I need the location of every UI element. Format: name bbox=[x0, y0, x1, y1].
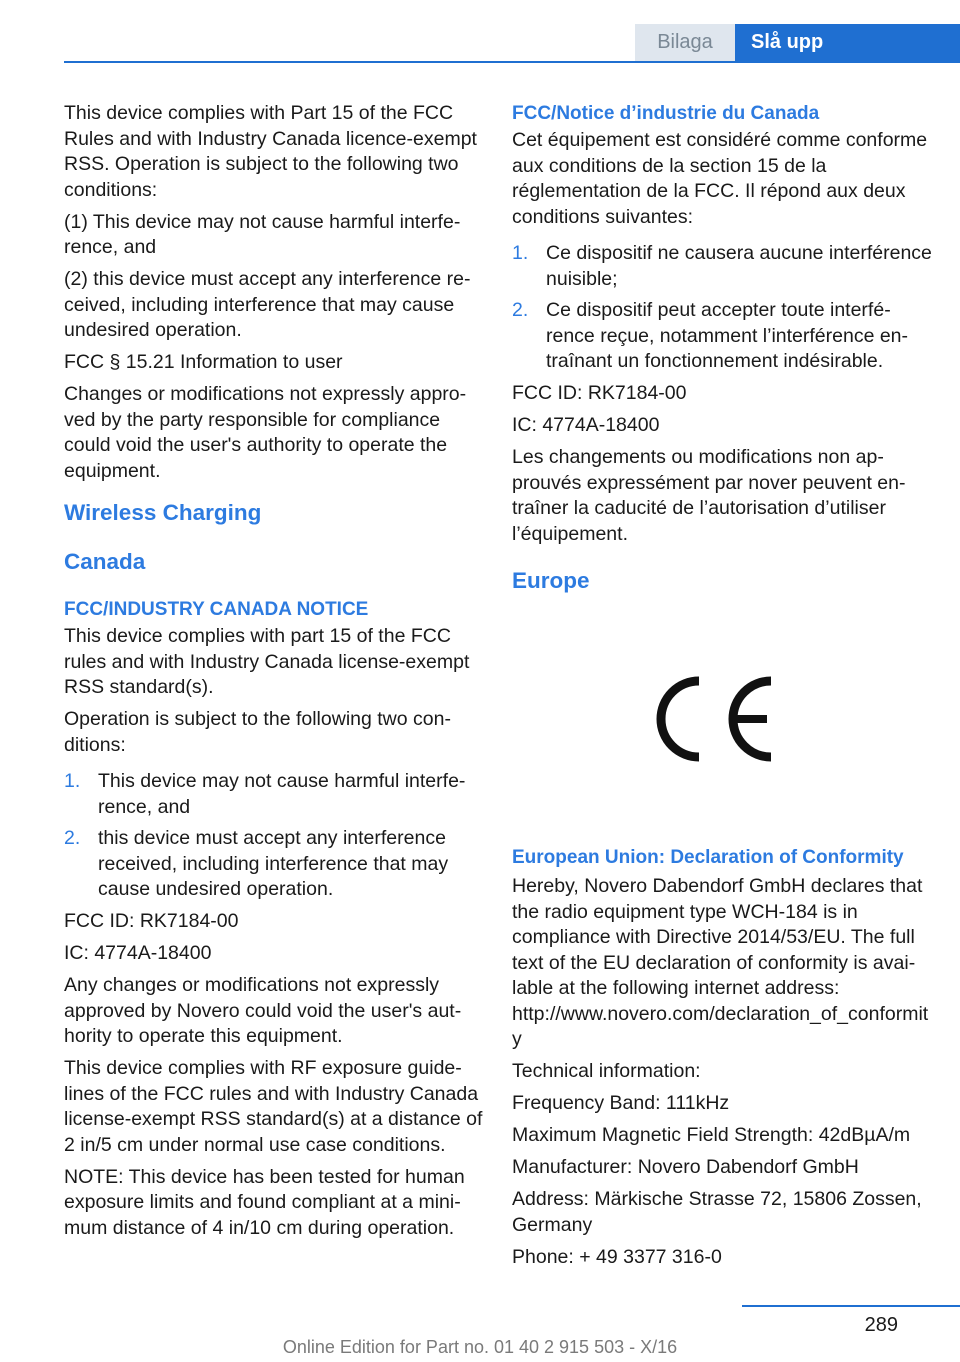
paragraph: Changes or modifications not expressly approved by the party responsible for compliance could void the user's authority to operate the equipment. bbox=[64, 383, 467, 482]
heading-europe: Europe bbox=[512, 568, 590, 593]
tab-bilaga[interactable]: Bilaga bbox=[635, 24, 735, 61]
paragraph: Cet équipement est considéré comme conforme aux conditions de la section 15 de la réglementation de la FCC. Il répond aux deux conditions suivantes: bbox=[512, 129, 928, 228]
list-item bbox=[64, 769, 484, 820]
heading-eu-declaration: European Union: Declaration of Conformity bbox=[512, 847, 904, 868]
ce-mark-icon bbox=[655, 675, 777, 763]
heading-fcc-industry-canada-notice: FCC/INDUSTRY CANADA NOTICE bbox=[64, 599, 369, 620]
list-item bbox=[64, 826, 484, 903]
heading-canada: Canada bbox=[64, 549, 146, 574]
paragraph: Phone: + 49 3377 316-0 bbox=[512, 1245, 722, 1268]
list-item bbox=[512, 298, 932, 375]
paragraph: FCC ID: RK7184-00 bbox=[64, 910, 239, 932]
edition-footer: Online Edition for Part no. 01 40 2 915 503 - X/16 bbox=[282, 1337, 678, 1357]
paragraph: This device complies with Part 15 of the FCC Rules and with Industry Canada licence-exempt RSS. Operation is subject to the following two conditions: bbox=[64, 102, 477, 201]
heading-wireless-charging: Wireless Charging bbox=[64, 500, 262, 525]
ce-mark-area bbox=[512, 595, 932, 845]
list-number: 1. bbox=[64, 770, 81, 792]
tab-sla-upp[interactable]: Slå upp bbox=[735, 24, 960, 61]
page-header bbox=[0, 24, 960, 62]
paragraph: Manufacturer: Novero Dabendorf GmbH bbox=[512, 1156, 859, 1178]
list-item bbox=[512, 241, 932, 292]
left-column bbox=[64, 101, 484, 1248]
list-text: This device may not cause harmful interference, and bbox=[98, 770, 466, 818]
list-text: Ce dispositif ne causera aucune interférence nuisible; bbox=[546, 242, 932, 290]
list-text: this device must accept any interference received, including interference that may cause undesired operation. bbox=[98, 827, 449, 900]
paragraph: IC: 4774A-18400 bbox=[512, 414, 660, 436]
list-number: 2. bbox=[64, 827, 81, 849]
page-number: 289 bbox=[864, 1314, 898, 1336]
paragraph: NOTE: This device has been tested for human exposure limits and found compliant at a minimum distance of 4 in/10 cm during operation. bbox=[64, 1165, 465, 1239]
paragraph: Frequency Band: 111kHz bbox=[512, 1092, 730, 1114]
paragraph: (2) this device must accept any interference received, including interference that may cause undesired operation. bbox=[64, 268, 471, 341]
list-number: 1. bbox=[512, 242, 529, 264]
paragraph: Technical information: bbox=[512, 1060, 701, 1082]
conditions-list bbox=[512, 241, 932, 375]
paragraph: FCC § 15.21 Information to user bbox=[64, 351, 343, 373]
paragraph: IC: 4774A-18400 bbox=[64, 942, 212, 964]
paragraph: Operation is subject to the following two conditions: bbox=[64, 708, 451, 756]
paragraph: Maximum Magnetic Field Strength: 42dBµA/m bbox=[512, 1124, 911, 1146]
paragraph: (1) This device may not cause harmful interference, and bbox=[64, 210, 461, 258]
list-number: 2. bbox=[512, 299, 529, 321]
header-rule bbox=[64, 61, 960, 63]
footer-rule bbox=[742, 1305, 960, 1307]
paragraph: Address: Märkische Strasse 72, 15806 Zossen, Germany bbox=[512, 1188, 922, 1236]
conditions-list bbox=[64, 769, 484, 903]
list-text: Ce dispositif peut accepter toute interférence reçue, notamment l’interférence entraînant un fonctionnement indésirable. bbox=[546, 299, 909, 372]
paragraph: Hereby, Novero Dabendorf GmbH declares that the radio equipment type WCH-184 is in compliance with Directive 2014/53/EU. The full text of the EU declaration of conformity is available at the following internet address: http://www.novero.com/declaration_of_conformity bbox=[512, 875, 929, 1050]
heading-fcc-notice-canada: FCC/Notice d’industrie du Canada bbox=[512, 103, 820, 124]
paragraph: FCC ID: RK7184-00 bbox=[512, 382, 687, 404]
right-column bbox=[512, 101, 932, 1277]
paragraph: This device complies with part 15 of the FCC rules and with Industry Canada license-exempt RSS standard(s). bbox=[64, 625, 470, 698]
paragraph: This device complies with RF exposure guidelines of the FCC rules and with Industry Canada license-exempt RSS standard(s) at a distance of 2 in/5 cm under normal use case conditions. bbox=[64, 1057, 483, 1156]
paragraph: Les changements ou modifications non approuvés expressément par nover peuvent entraîner la caducité de l’autorisation d’utiliser l’équipement. bbox=[512, 446, 906, 545]
paragraph: Any changes or modifications not expressly approved by Novero could void the user's authority to operate this equipment. bbox=[64, 974, 462, 1047]
